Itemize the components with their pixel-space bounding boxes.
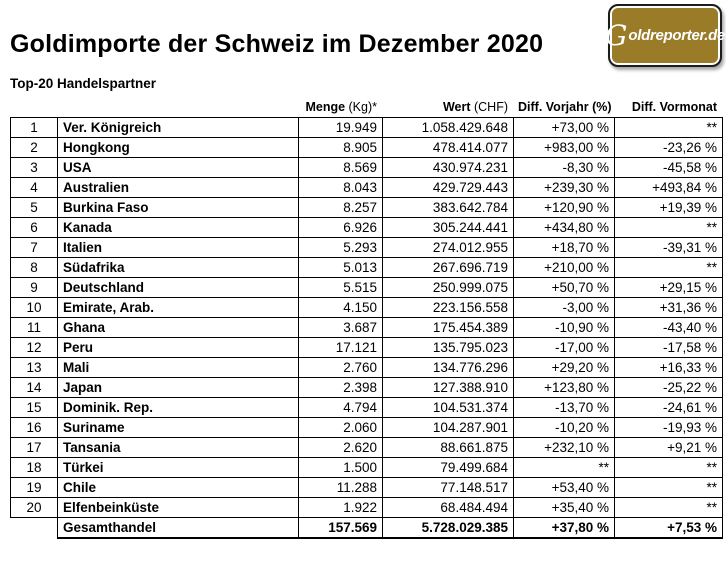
cell-rank: 12 [11,338,58,358]
page-title: Goldimporte der Schweiz im Dezember 2020 [10,30,544,58]
cell-wert: 250.999.075 [383,278,514,298]
cell-country: Ver. Königreich [58,118,299,138]
table-row [11,478,723,498]
cell-rank: 15 [11,398,58,418]
cell-wert: 1.058.429.648 [383,118,514,138]
cell-country: Italien [58,238,299,258]
table-row [11,238,723,258]
cell-menge: 8.257 [299,198,383,218]
cell-country: Deutschland [58,278,299,298]
cell-rank: 4 [11,178,58,198]
cell-rank: 5 [11,198,58,218]
cell-diff-vormonat: +493,84 % [615,178,723,198]
cell-wert: 134.776.296 [383,358,514,378]
cell-menge: 8.043 [299,178,383,198]
cell-menge: 1.500 [299,458,383,478]
table-row [11,418,723,438]
cell-rank: 14 [11,378,58,398]
cell-wert: 430.974.231 [383,158,514,178]
cell-wert: 223.156.558 [383,298,514,318]
cell-country: Mali [58,358,299,378]
column-header-diff-vorjahr: Diff. Vorjahr (%) [518,100,612,114]
cell-rank: 9 [11,278,58,298]
table-row [11,138,723,158]
cell-country: Elfenbeinküste [58,498,299,518]
cell-rank: 19 [11,478,58,498]
cell-country: Peru [58,338,299,358]
table-row [11,378,723,398]
cell-menge: 1.922 [299,498,383,518]
cell-country: Tansania [58,438,299,458]
cell-country: Chile [58,478,299,498]
cell-diff-vorjahr: -8,30 % [514,158,615,178]
cell-wert: 429.729.443 [383,178,514,198]
cell-country: USA [58,158,299,178]
table-row [11,458,723,478]
cell-diff-vormonat: -24,61 % [615,398,723,418]
cell-country: Ghana [58,318,299,338]
table-row [11,158,723,178]
cell-diff-vorjahr: +50,70 % [514,278,615,298]
total-row [11,518,723,539]
cell-diff-vorjahr: -3,00 % [514,298,615,318]
cell-wert: 5.728.029.385 [383,518,514,539]
cell-country: Gesamthandel [58,518,299,539]
cell-menge: 4.794 [299,398,383,418]
cell-rank: 13 [11,358,58,378]
cell-diff-vormonat: ** [615,498,723,518]
column-header-menge: Menge (Kg)* [305,100,377,114]
logo-initial: G [604,18,628,52]
cell-diff-vorjahr: +210,00 % [514,258,615,278]
table-subtitle: Top-20 Handelspartner [10,76,157,91]
cell-country: Kanada [58,218,299,238]
cell-rank: 3 [11,158,58,178]
cell-rank: 16 [11,418,58,438]
cell-diff-vormonat: +9,21 % [615,438,723,458]
cell-diff-vormonat: ** [615,218,723,238]
cell-rank [11,518,58,539]
cell-menge: 5.293 [299,238,383,258]
cell-diff-vorjahr: +37,80 % [514,518,615,539]
cell-diff-vorjahr: -10,90 % [514,318,615,338]
cell-rank: 6 [11,218,58,238]
cell-menge: 19.949 [299,118,383,138]
cell-diff-vormonat: +19,39 % [615,198,723,218]
cell-country: Japan [58,378,299,398]
cell-menge: 2.398 [299,378,383,398]
cell-diff-vormonat: +29,15 % [615,278,723,298]
logo-text: oldreporter.de [628,27,726,44]
cell-diff-vorjahr: +29,20 % [514,358,615,378]
table-row [11,298,723,318]
cell-wert: 267.696.719 [383,258,514,278]
cell-diff-vormonat: -45,58 % [615,158,723,178]
cell-wert: 104.531.374 [383,398,514,418]
table-row [11,438,723,458]
cell-menge: 17.121 [299,338,383,358]
table-row [11,118,723,138]
cell-wert: 68.484.494 [383,498,514,518]
cell-rank: 17 [11,438,58,458]
cell-wert: 478.414.077 [383,138,514,158]
cell-diff-vormonat: ** [615,258,723,278]
cell-country: Dominik. Rep. [58,398,299,418]
table-row [11,358,723,378]
cell-diff-vormonat: -23,26 % [615,138,723,158]
imports-table [10,117,723,539]
cell-diff-vorjahr: +983,00 % [514,138,615,158]
cell-diff-vorjahr: -13,70 % [514,398,615,418]
column-header-wert: Wert (CHF) [442,100,508,114]
cell-menge: 8.905 [299,138,383,158]
cell-diff-vormonat: +7,53 % [615,518,723,539]
cell-wert: 305.244.441 [383,218,514,238]
cell-diff-vormonat: -39,31 % [615,238,723,258]
table-row [11,398,723,418]
cell-menge: 2.620 [299,438,383,458]
cell-diff-vorjahr: +53,40 % [514,478,615,498]
cell-rank: 8 [11,258,58,278]
cell-diff-vormonat: ** [615,458,723,478]
cell-wert: 127.388.910 [383,378,514,398]
cell-diff-vormonat: ** [615,478,723,498]
cell-wert: 135.795.023 [383,338,514,358]
cell-diff-vorjahr: +123,80 % [514,378,615,398]
cell-rank: 2 [11,138,58,158]
cell-wert: 383.642.784 [383,198,514,218]
cell-diff-vormonat: -43,40 % [615,318,723,338]
cell-country: Türkei [58,458,299,478]
cell-menge: 6.926 [299,218,383,238]
cell-rank: 11 [11,318,58,338]
cell-diff-vorjahr: +239,30 % [514,178,615,198]
cell-diff-vormonat: +31,36 % [615,298,723,318]
cell-wert: 88.661.875 [383,438,514,458]
cell-diff-vorjahr: +232,10 % [514,438,615,458]
table-row [11,178,723,198]
column-headers [10,97,722,114]
table-row [11,338,723,358]
cell-rank: 18 [11,458,58,478]
table-row [11,318,723,338]
cell-menge: 5.515 [299,278,383,298]
cell-diff-vorjahr: +434,80 % [514,218,615,238]
cell-diff-vorjahr: -10,20 % [514,418,615,438]
cell-wert: 274.012.955 [383,238,514,258]
cell-rank: 10 [11,298,58,318]
cell-wert: 104.287.901 [383,418,514,438]
column-header-diff-vormonat: Diff. Vormonat [631,100,717,114]
table-row [11,498,723,518]
goldreporter-logo [604,4,726,67]
cell-diff-vorjahr: +18,70 % [514,238,615,258]
table-row [11,218,723,238]
cell-wert: 79.499.684 [383,458,514,478]
cell-diff-vormonat: ** [615,118,723,138]
cell-country: Australien [58,178,299,198]
cell-rank: 20 [11,498,58,518]
cell-menge: 2.060 [299,418,383,438]
cell-diff-vorjahr: +120,90 % [514,198,615,218]
cell-rank: 1 [11,118,58,138]
cell-menge: 4.150 [299,298,383,318]
cell-diff-vormonat: -25,22 % [615,378,723,398]
table-row [11,278,723,298]
cell-country: Hongkong [58,138,299,158]
cell-rank: 7 [11,238,58,258]
cell-diff-vorjahr: +35,40 % [514,498,615,518]
cell-diff-vorjahr: -17,00 % [514,338,615,358]
cell-country: Südafrika [58,258,299,278]
cell-country: Emirate, Arab. [58,298,299,318]
cell-country: Suriname [58,418,299,438]
cell-diff-vorjahr: +73,00 % [514,118,615,138]
cell-diff-vormonat: +16,33 % [615,358,723,378]
cell-diff-vormonat: -17,58 % [615,338,723,358]
table-row [11,258,723,278]
table-row [11,198,723,218]
cell-menge: 157.569 [299,518,383,539]
cell-wert: 77.148.517 [383,478,514,498]
cell-diff-vormonat: -19,93 % [615,418,723,438]
cell-menge: 5.013 [299,258,383,278]
cell-diff-vorjahr: ** [514,458,615,478]
cell-menge: 2.760 [299,358,383,378]
cell-country: Burkina Faso [58,198,299,218]
cell-menge: 3.687 [299,318,383,338]
cell-menge: 11.288 [299,478,383,498]
cell-menge: 8.569 [299,158,383,178]
cell-wert: 175.454.389 [383,318,514,338]
